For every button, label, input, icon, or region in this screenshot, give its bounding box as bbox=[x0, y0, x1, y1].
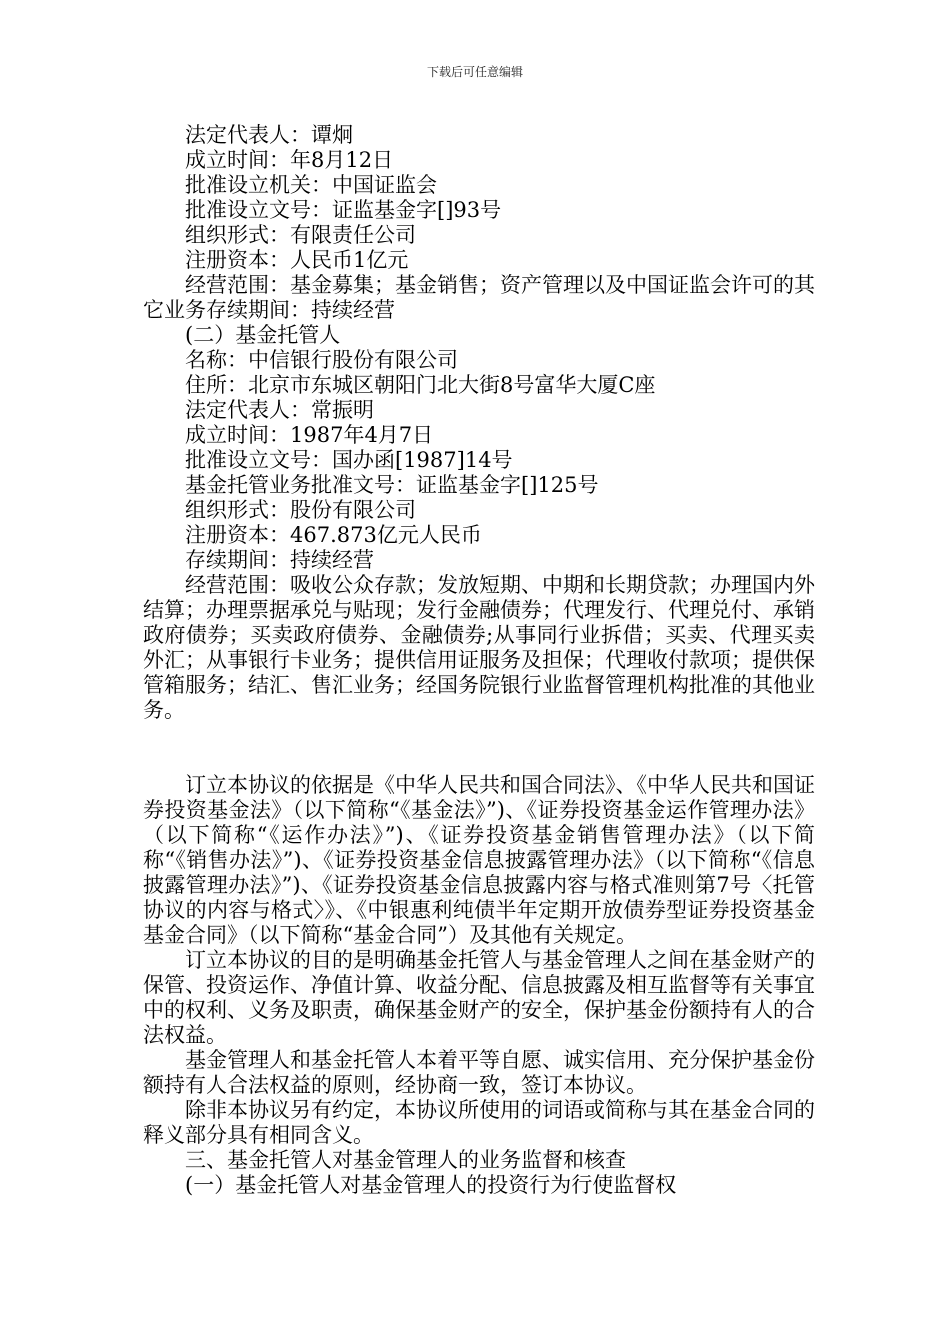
section-parties bbox=[143, 123, 815, 723]
paragraph: 基金管理人和基金托管人本着平等自愿、诚实信用、充分保护基金份额持有人合法权益的原则，经协商一致，签订本协议。 bbox=[143, 1048, 815, 1097]
paragraph: 法定代表人：谭炯 bbox=[185, 123, 353, 147]
paragraph: 注册资本：467.873亿元人民币 bbox=[185, 523, 482, 547]
paragraph: 订立本协议的依据是《中华人民共和国合同法》、《中华人民共和国证券投资基金法》（以下简称“《基金法》”)、《证券投资基金运作管理办法》（以下简称“《运作办法》”)、《证券投资基金销售管理办法》（以下简称“《销售办法》”)、《证券投资基金信息披露管理办法》（以下简称“《信息披露管理办法》”)、《证券投资基金信息披露内容与格式准则第7号〈托管协议的内容与格式〉》、《中银惠利纯债半年定期开放债券型证券投资基金基金合同》（以下简称“基金合同”）及其他有关规定。 bbox=[143, 773, 815, 947]
section-heading: (一）基金托管人对基金管理人的投资行为行使监督权 bbox=[185, 1173, 677, 1197]
paragraph: 法定代表人：常振明 bbox=[185, 398, 374, 422]
page-header: 下载后可任意编辑 bbox=[426, 65, 523, 79]
paragraph: 基金托管业务批准文号：证监基金字[]125号 bbox=[185, 473, 599, 497]
section-agreement bbox=[143, 773, 815, 1198]
paragraph: 住所：北京市东城区朝阳门北大街8号富华大厦C座 bbox=[185, 373, 656, 397]
paragraph: 成立时间：年8月12日 bbox=[185, 148, 394, 172]
paragraph: 订立本协议的目的是明确基金托管人与基金管理人之间在基金财产的保管、投资运作、净值计算、收益分配、信息披露及相互监督等有关事宜中的权利、义务及职责，确保基金财产的安全，保护基金份额持有人的合法权益。 bbox=[143, 948, 815, 1047]
section-heading: 三、基金托管人对基金管理人的业务监督和核查 bbox=[185, 1148, 626, 1172]
paragraph: 批准设立文号：国办函[1987]14号 bbox=[185, 448, 513, 472]
paragraph: 批准设立机关：中国证监会 bbox=[185, 173, 437, 197]
paragraph: 名称：中信银行股份有限公司 bbox=[185, 348, 458, 372]
paragraph: 经营范围：基金募集；基金销售；资产管理以及中国证监会许可的其它业务存续期间：持续经营 bbox=[143, 273, 815, 322]
paragraph: 组织形式：股份有限公司 bbox=[185, 498, 416, 522]
paragraph: 注册资本：人民币1亿元 bbox=[185, 248, 409, 272]
paragraph: 存续期间：持续经营 bbox=[185, 548, 374, 572]
section-heading: (二）基金托管人 bbox=[185, 323, 341, 347]
paragraph: 组织形式：有限责任公司 bbox=[185, 223, 416, 247]
paragraph: 除非本协议另有约定，本协议所使用的词语或简称与其在基金合同的释义部分具有相同含义。 bbox=[143, 1098, 815, 1147]
document-body bbox=[143, 123, 815, 1198]
paragraph: 批准设立文号：证监基金字[]93号 bbox=[185, 198, 502, 222]
paragraph: 成立时间：1987年4月7日 bbox=[185, 423, 434, 447]
section-gap bbox=[143, 723, 815, 773]
paragraph: 经营范围：吸收公众存款；发放短期、中期和长期贷款；办理国内外结算；办理票据承兑与贴现；发行金融债券；代理发行、代理兑付、承销政府债券；买卖政府债券、金融债券;从事同行业拆借；买卖、代理买卖外汇；从事银行卡业务；提供信用证服务及担保；代理收付款项；提供保管箱服务；结汇、售汇业务；经国务院银行业监督管理机构批准的其他业务。 bbox=[143, 573, 815, 722]
